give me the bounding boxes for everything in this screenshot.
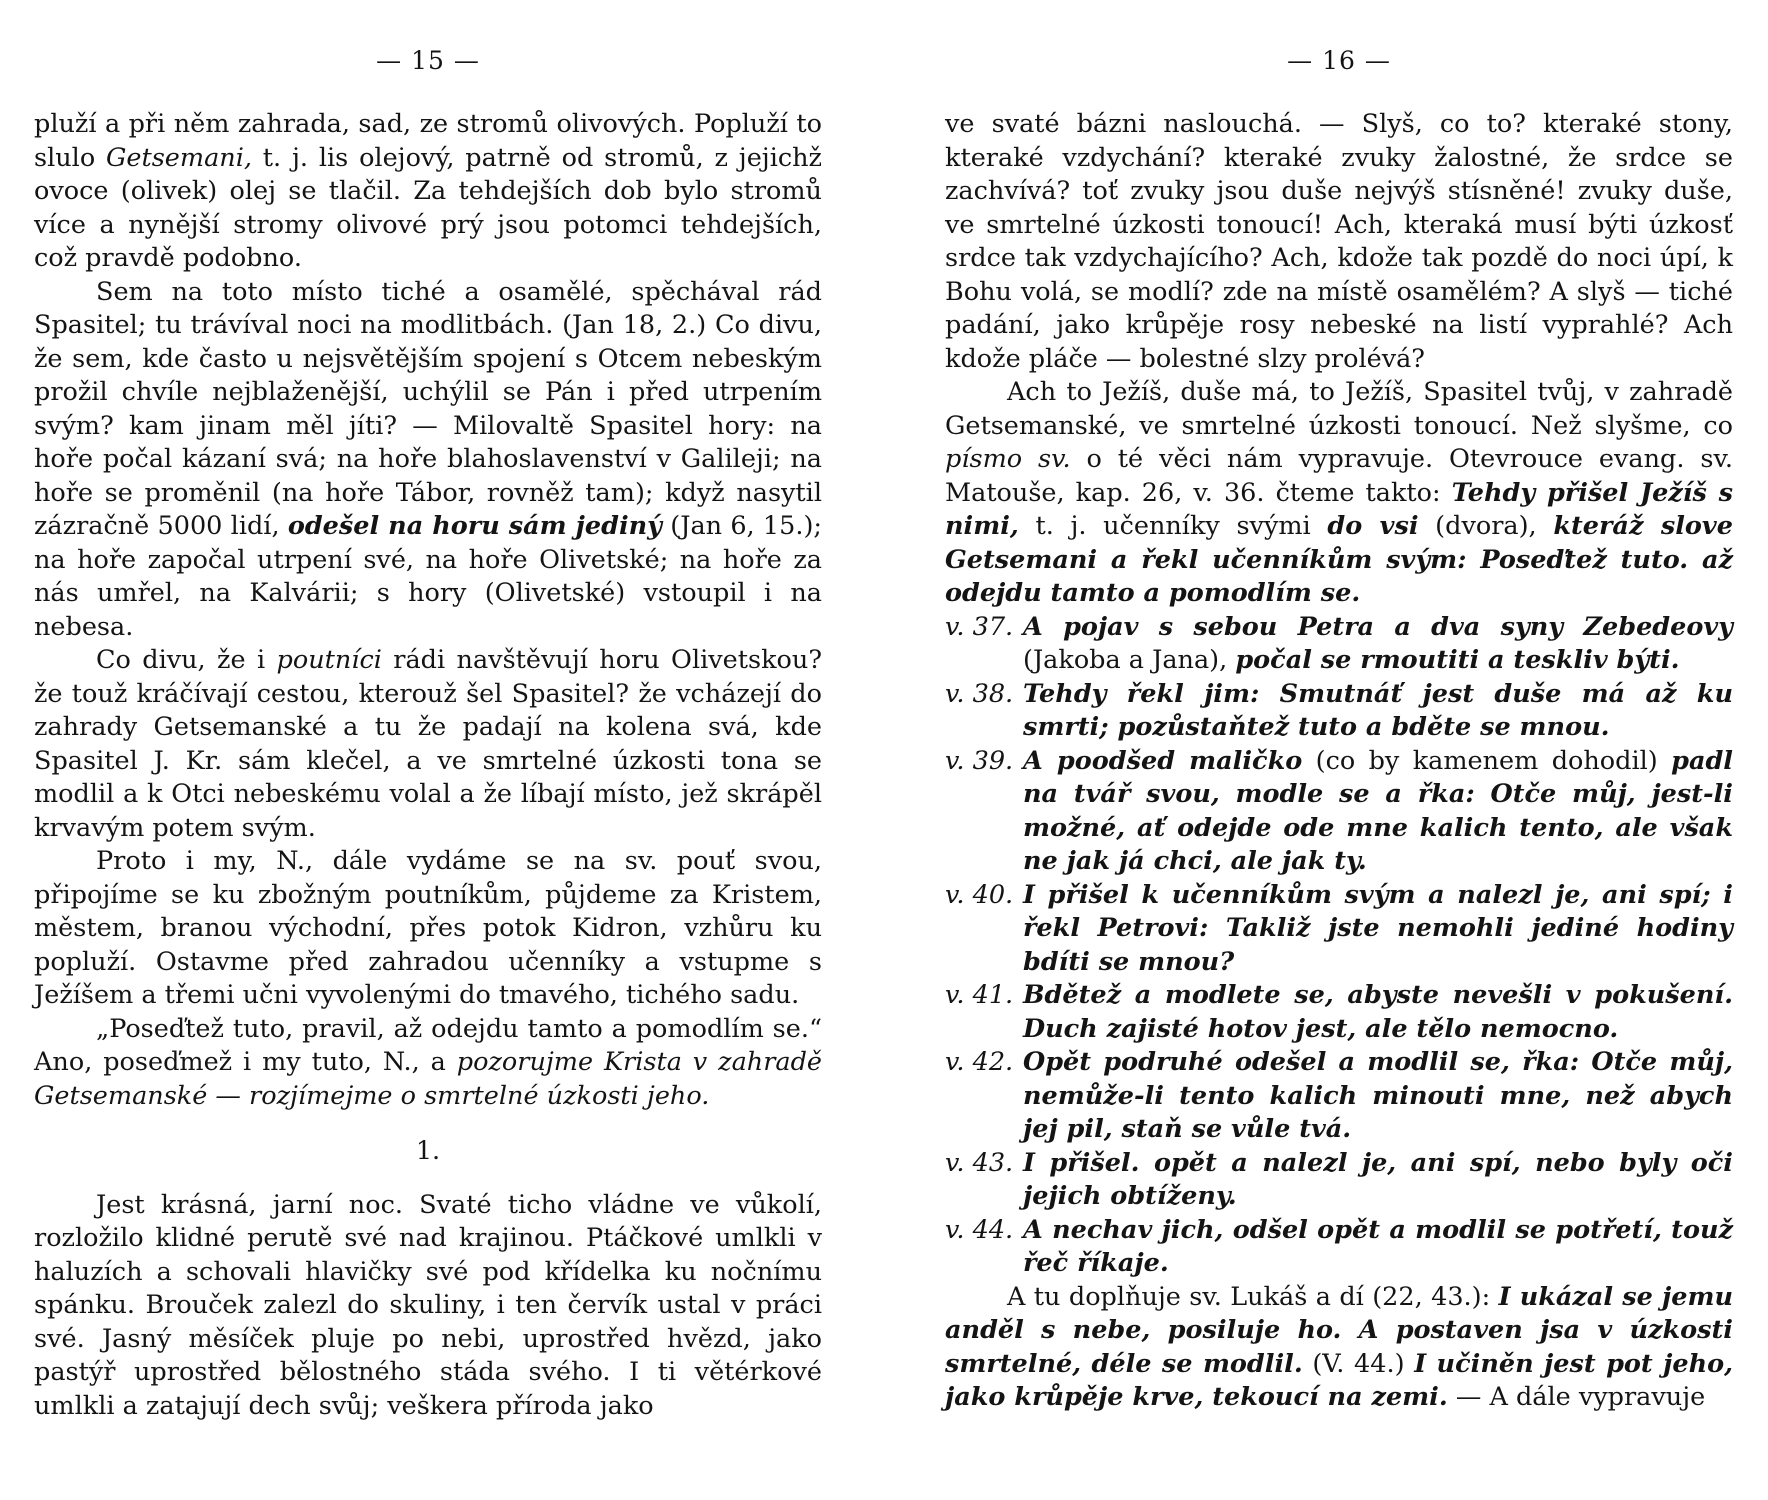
paragraph: A tu doplňuje sv. Lukáš a dí (22, 43.): I ukázal se jemu anděl s nebe, posiluje ho. A postaven jsa v úzkosti smrtelné, déle se modlil. (V. 44.) I učiněn jest pot jeho, jako krůpěje krve, tekoucí na zemi. — A dále vypravuje: [945, 1281, 1733, 1412]
verse-number: v. 40.: [945, 879, 1014, 910]
paragraph: Jest krásná, jarní noc. Svaté ticho vládne ve vůkolí, rozložilo klidné perutě své nad krajinou. Ptáčkové umlkli v haluzích a schovali hlavičky své pod křídelka ku nočnímu spánku. Brouček zalezl do skuliny, i ten červík ustal v práci své. Jasný měsíček pluje po nebi, uprostřed hvězd, jako pastýř uprostřed bělostného stáda svého. I ti větérkové umlkli a zatajují dech svůj; veškera příroda jako: [34, 1189, 822, 1421]
verse-text: A nechav jich, odšel opět a modlil se potřetí, touž řeč říkaje.: [1023, 1214, 1733, 1278]
verse-text: I přišel. opět a nalezl je, ani spí, nebo byly oči jejich obtíženy.: [1023, 1147, 1733, 1211]
verse-text: A poodšed maličko (co by kamenem dohodil) padl na tvář svou, modle se a řka: Otče můj, jest-li možné, ať odejde ode mne kalich tento, ale však ne jak já chci, ale jak ty.: [1023, 745, 1733, 876]
verse: [945, 611, 1733, 678]
verse: [945, 678, 1733, 745]
verse-number: v. 38.: [945, 678, 1014, 709]
verse-text: Bdětež a modlete se, abyste nevešli v pokušení. Duch zajisté hotov jest, ale tělo nemocno.: [1023, 980, 1733, 1044]
verse-number: v. 41.: [945, 980, 1014, 1010]
verse: [945, 979, 1733, 1046]
page-body: [34, 108, 822, 1423]
verse: [945, 1147, 1733, 1214]
paragraph: Sem na toto místo tiché a osamělé, spěchával rád Spasitel; tu trávíval noci na modlitbách. (Jan 18, 2.) Co divu, že sem, kde často u nejsvětějším spojení s Otcem nebeským prožil chvíle nejblaženější, uchýlil se Pán i před utrpením svým? kam jinam měl jíti? — Milovaltě Spasitel hory: na hoře počal kázaní svá; na hoře blahoslavenství v Galileji; na hoře se proměnil (na hoře Tábor, rovněž tam); když nasytil zázračně 5000 lidí, odešel na horu sám jediný (Jan 6, 15.); na hoře započal utrpení své, na hoře Olivetské; na hoře za nás umřel, na Kalvárii; s hory (Olivetské) vstoupil i na nebesa.: [34, 276, 822, 642]
page-number: — 16 —: [1287, 46, 1391, 75]
paragraph: pluží a při něm zahrada, sad, ze stromů olivových. Popluží to slulo Getsemani, t. j. lis olejový, patrně od stromů, z jejichž ovoce (olivek) olej se tlačil. Za tehdejších dob bylo stromů více a nynější stromy olivové prý jsou potomci tehdejších, což pravdě podobno.: [34, 109, 822, 273]
verse-number: v. 37.: [945, 611, 1014, 642]
verse: [945, 879, 1733, 980]
paragraph: Ach to Ježíš, duše má, to Ježíš, Spasitel tvůj, v zahradě Getsemanské, ve smrtelné úzkosti tonoucí. Než slyšme, co písmo sv. o té věci nám vypravuje. Otevrouce evang. sv. Matouše, kap. 26, v. 36. čteme takto: Tehdy přišel Ježíš s nimi, t. j. učenníky svými do vsi (dvora), kteráž slove Getsemani a řekl učenníkům svým: Poseďtež tuto. až odejdu tamto a pomodlím se.: [945, 377, 1733, 608]
verse-number: v. 39.: [945, 745, 1014, 776]
verse: [945, 1046, 1733, 1147]
verse-number: v. 43.: [945, 1147, 1014, 1178]
page-body: [945, 108, 1733, 1415]
verse-text: Opět podruhé odešel a modlil se, řka: Otče můj, nemůže-li tento kalich minouti mne, než abych jej pil, staň se vůle tvá.: [1023, 1047, 1733, 1144]
verse-number: v. 42.: [945, 1047, 1014, 1077]
verse: [945, 745, 1733, 879]
section-number: 1.: [415, 1136, 441, 1166]
verse: [945, 1214, 1733, 1281]
verse-text: A pojav s sebou Petra a dva syny Zebedeovy (Jakoba a Jana), počal se rmoutiti a teskliv býti.: [1023, 611, 1733, 675]
page-number: — 15 —: [376, 46, 480, 75]
verse-text: I přišel k učenníkům svým a nalezl je, ani spí; i řekl Petrovi: Takliž jste nemohli jediné hodiny bdíti se mnou?: [1023, 879, 1733, 977]
paragraph: „Poseďtež tuto, pravil, až odejdu tamto a pomodlím se.“ Ano, poseďmež i my tuto, N., a pozorujme Krista v zahradě Getsemanské — rozjímejme o smrtelné úzkosti jeho.: [34, 1013, 822, 1111]
verse-number: v. 44.: [945, 1214, 1014, 1245]
paragraph: Co divu, že i poutníci rádi navštěvují horu Olivetskou? že touž kráčívají cestou, kterouž šel Spasitel? že vcházejí do zahrady Getsemanské a tu že padají na kolena svá, kde Spasitel J. Kr. sám klečel, a ve smrtelné úzkosti tona se modlil a k Otci nebeskému volal a že líbají místo, jež skrápěl krvavým potem svým.: [34, 645, 822, 843]
paragraph: ve svaté bázni naslouchá. — Slyš, co to? kteraké stony, kteraké vzdychání? kteraké zvuky žalostné, že srdce se zachvívá? toť zvuky jsou duše nejvýš stísněné! zvuky duše, ve smrtelné úzkosti tonoucí! Ach, kteraká musí býti úzkosť srdce tak vzdychajícího? Ach, kdože tak pozdě do noci úpí, k Bohu volá, se modlí? zde na místě osamělém? A slyš — tiché padání, jako krůpěje rosy nebeské na listí vyprahlé? Ach kdože pláče — bolestné slzy prolévá?: [945, 109, 1733, 374]
verse-text: Tehdy řekl jim: Smutnáť jest duše má až ku smrti; pozůstaňtež tuto a bděte se mnou.: [1023, 678, 1733, 742]
paragraph: Proto i my, N., dále vydáme se na sv. pouť svou, připojíme se ku zbožným poutníkům, půjdeme za Kristem, městem, branou východní, přes potok Kidron, vzhůru ku popluží. Ostavme před zahradou učenníky a vstupme s Ježíšem a třemi učni vyvolenými do tmavého, tichého sadu.: [34, 846, 822, 1010]
